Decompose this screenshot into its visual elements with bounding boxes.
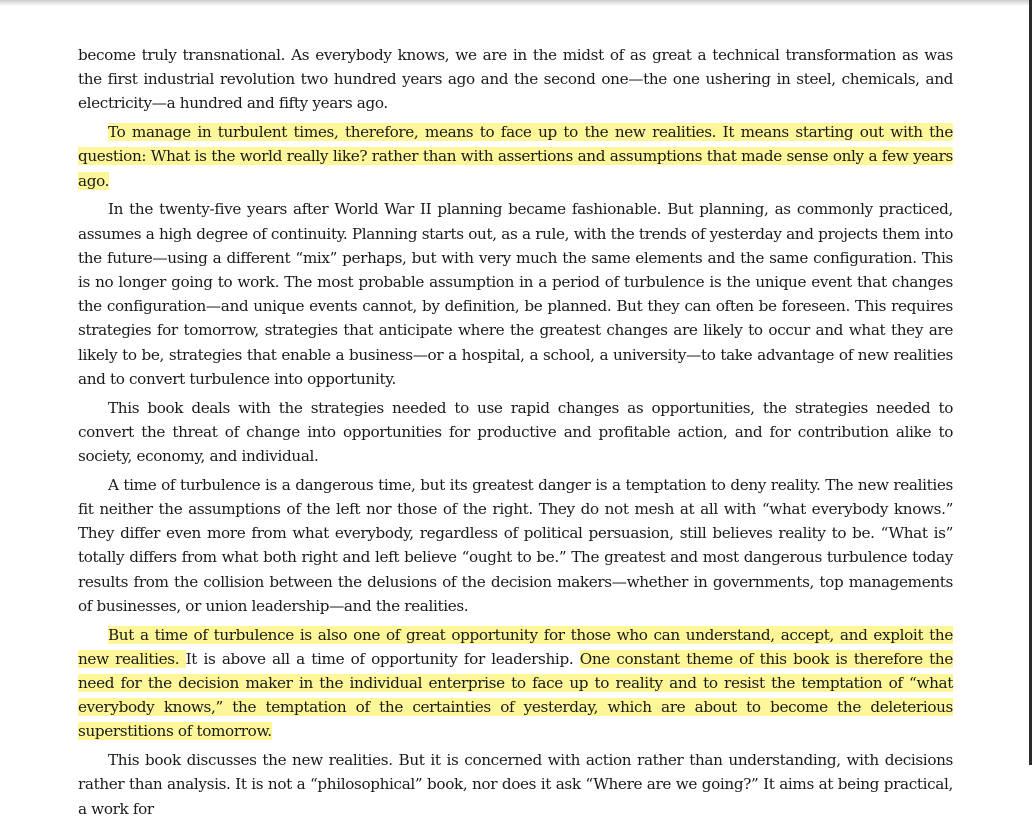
paragraph-highlighted[interactable] bbox=[78, 120, 953, 193]
text-segment: This book discusses the new realities. But it is concerned with action rather than understanding, with decisions rather than analysis. It is not a “philosophical” book, nor does it ask “Where are we going?” It aims at being practical, a work for bbox=[78, 751, 953, 818]
paragraph[interactable] bbox=[78, 43, 953, 116]
highlighted-text[interactable]: But a time of turbulence is also one of great opportunity for those who can understand, accept, and exploit the new realities. bbox=[78, 625, 953, 668]
text-segment: It is above all a time of opportunity for leadership. bbox=[185, 649, 580, 668]
document-page bbox=[78, 43, 953, 825]
text-segment: In the twenty-five years after World War II planning became fashionable. But planning, as commonly practiced, assumes a high degree of continuity. Planning starts out, as a rule, with the trends of yesterday and projects them into the future—using a different “mix” perhaps, but with very much the same elements and the same configuration. This is no longer going to work. The most probable assumption in a period of turbulence is the unique event that changes the configuration—and unique events cannot, by definition, be planned. But they can often be foreseen. This requires strategies for tomorrow, strategies that anticipate where the greatest changes are likely to occur and what they are likely to be, strategies that enable a business—or a hospital, a school, a university—to take advantage of new realities and to convert turbulence into opportunity. bbox=[78, 200, 953, 388]
paragraph[interactable] bbox=[78, 197, 953, 391]
highlighted-text[interactable]: To manage in turbulent times, therefore, means to face up to the new realities. It means starting out with the question: What is the world really like? rather than with assertions and assumptions that made sense only a few years ago. bbox=[78, 123, 953, 190]
highlighted-text[interactable]: One constant theme of this book is therefore the need for the decision maker in the individual enterprise to face up to reality and to resist the temptation of “what everybody knows,” the temptation of the certainties of yesterday, which are about to become the deleterious superstitions of tomorrow. bbox=[78, 649, 953, 741]
text-segment: This book deals with the strategies needed to use rapid changes as opportunities, the strategies needed to convert the threat of change into opportunities for productive and profitable action, and for contribution alike to society, economy, and individual. bbox=[78, 398, 953, 466]
text-segment: A time of turbulence is a dangerous time, but its greatest danger is a temptation to deny reality. The new realities fit neither the assumptions of the left nor those of the right. They do not mesh at all with “what everybody knows.” They differ even more from what everybody, regardless of political persuasion, still believes reality to be. “What is” totally differs from what both right and left believe “ought to be.” The greatest and most dangerous turbulence today results from the collision between the delusions of the decision makers—whether in governments, top managements of businesses, or union leadership—and the realities. bbox=[78, 475, 953, 615]
viewer-top-bar bbox=[0, 0, 1032, 6]
paragraph-highlighted[interactable] bbox=[78, 623, 953, 744]
paragraph[interactable] bbox=[78, 396, 953, 469]
paragraph[interactable] bbox=[78, 748, 953, 821]
paragraph[interactable] bbox=[78, 473, 953, 618]
text-segment: become truly transnational. As everybody knows, we are in the midst of as great a technical transformation as was the first industrial revolution two hundred years ago and the second one—the one ushering in steel, chemicals, and electricity—a hundred and fifty years ago. bbox=[78, 46, 953, 113]
